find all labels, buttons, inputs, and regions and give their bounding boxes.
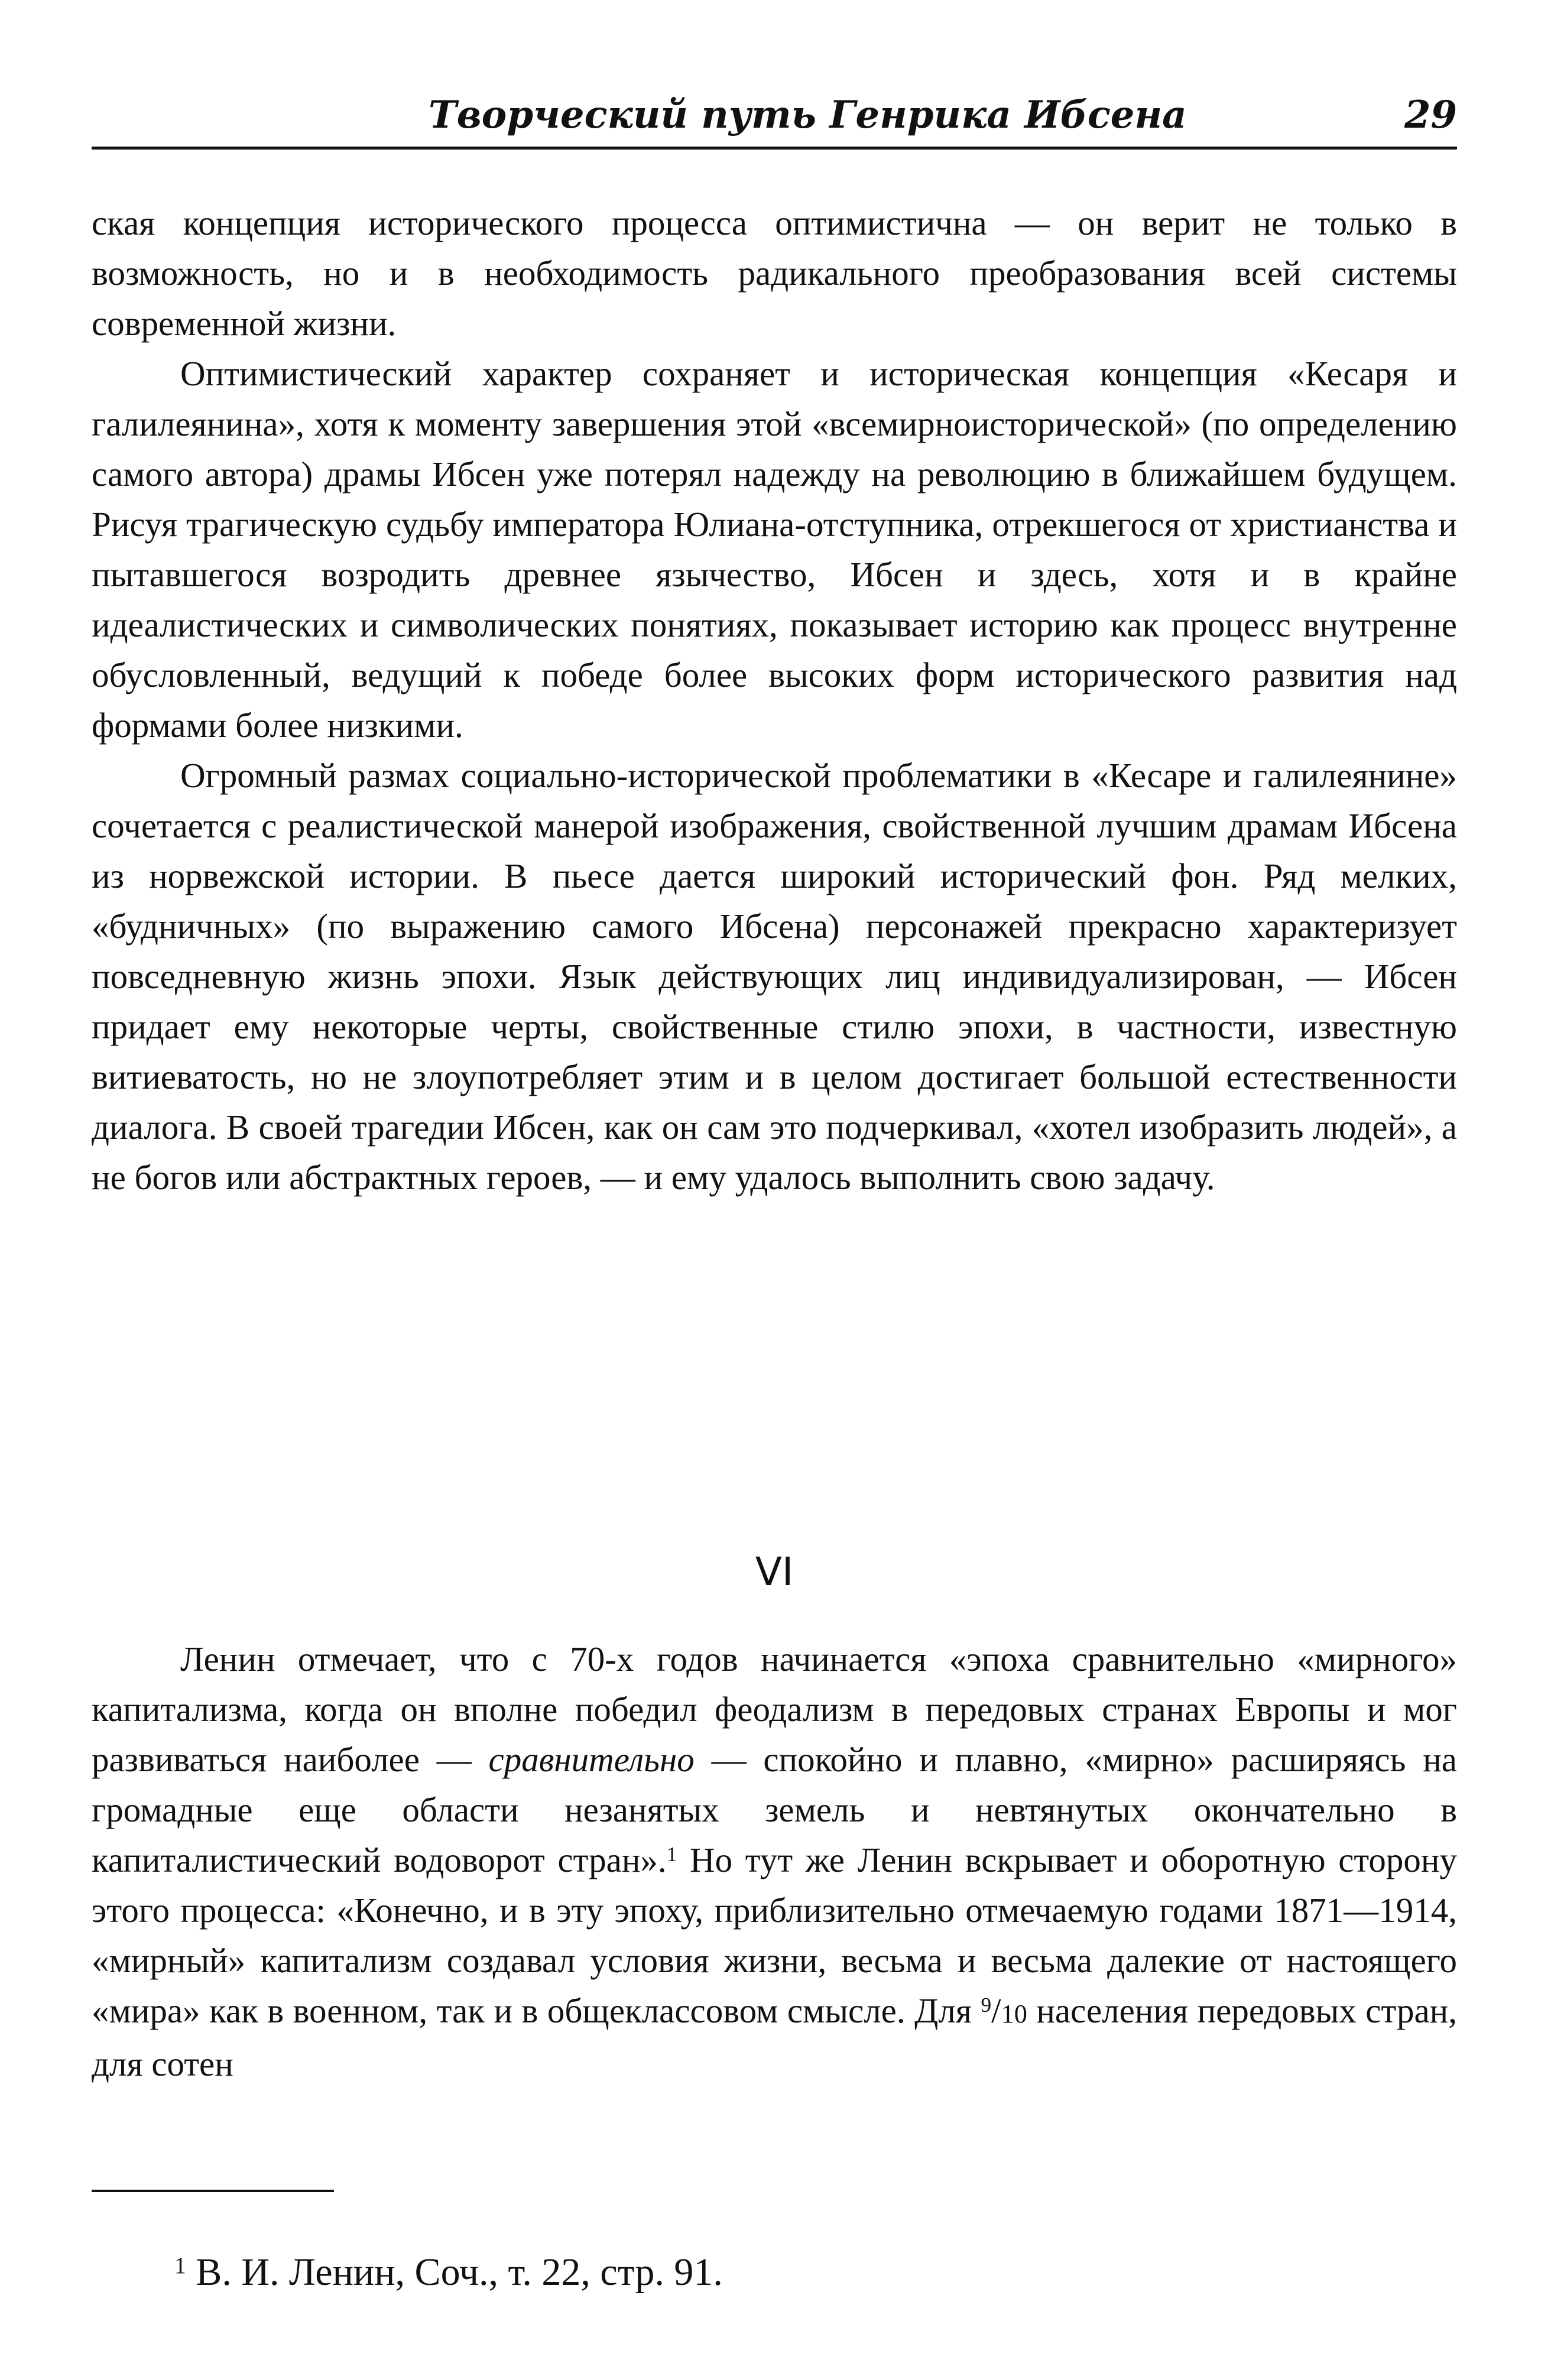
section-text: [92, 1634, 1457, 2089]
footnote-text: В. И. Ленин, Соч., т. 22, стр. 91.: [196, 2251, 723, 2294]
section-paragraph: [92, 1634, 1457, 2089]
section-paragraph-emphasis: сравнительно: [488, 1740, 695, 1779]
footnote-reference[interactable]: 1: [666, 1842, 677, 1866]
section-heading: VI: [755, 1549, 794, 1595]
footnote-marker: 1: [174, 2252, 186, 2279]
fraction-denominator: 10: [1001, 1999, 1027, 2028]
footnote: [174, 2246, 723, 2299]
footnote-rule: [92, 2190, 334, 2192]
paragraph-2: Оптимистический характер сохраняет и историческая концепция «Кесаря и галилеянина», хотя к моменту завершения этой «всемирноисторической» (по определению самого автора) драмы Ибсен уже потерял надежду на революцию в ближайшем будущем. Рисуя трагическую судьбу императора Юлиана-отступника, отрекшегося от христианства и пытавшегося возродить древнее язычество, Ибсен и здесь, хотя и в крайне идеалистических и символических понятиях, показывает историю как процесс внутренне обусловленный, ведущий к победе более высоких форм исторического развития над формами более низкими.: [92, 354, 1457, 745]
section-paragraph-part-1: Ленин отмечает, что с 70-х годов начинается «эпоха сравнительно «мирного» капитализма, когда он вполне победил феодализм в передовых странах Европы и мог развиваться наиболее —: [92, 1639, 1457, 1779]
running-title: Творческий путь Генрика Ибсена: [429, 93, 1187, 137]
page-header: [92, 86, 1457, 145]
section-paragraph-part-3: Но тут же Ленин вскрывает и оборотную сторону этого процесса: «Конечно, и в эту эпоху, приблизительно отмечаемую годами 1871—1914, «мирный» капитализм создавал условия жизни, весьма и весьма далекие от настоящего «мира» как в военном, так и в общеклассовом смысле. Для: [92, 1840, 1457, 2030]
header-rule: [92, 147, 1457, 150]
fraction-slash: /: [991, 1991, 1001, 2030]
section-paragraph-part-4: населения передовых стран, для сотен: [92, 1991, 1457, 2083]
page-number: 29: [1404, 93, 1457, 137]
body-text: [92, 198, 1457, 1203]
section-paragraph-part-2: — спокойно и плавно, «мирно» расширяясь на громадные еще области незанятых земель и невтянутых окончательно в капиталистический водоворот стран».: [92, 1740, 1457, 1879]
paragraph-3: Огромный размах социально-исторической проблематики в «Кесаре и галилеянине» сочетается с реалистической манерой изображения, свойственной лучшим драмам Ибсена из норвежской истории. В пьесе дается широкий исторический фон. Ряд мелких, «будничных» (по выражению самого Ибсена) персонажей прекрасно характеризует повседневную жизнь эпохи. Язык действующих лиц индивидуализирован, — Ибсен придает ему некоторые черты, свойственные стилю эпохи, в частности, известную витиеватость, но не злоупотребляет этим и в целом достигает большой естественности диалога. В своей трагедии Ибсен, как он сам это подчеркивал, «хотел изобразить людей», а не богов или абстрактных героев, — и ему удалось выполнить свою задачу.: [92, 756, 1457, 1197]
fraction-numerator: 9: [981, 1993, 992, 2017]
paragraph-1: ская концепция исторического процесса оптимистична — он верит не только в возможность, но и в необходимость радикального преобразования всей системы современной жизни.: [92, 203, 1457, 343]
book-page: [92, 0, 1457, 2380]
